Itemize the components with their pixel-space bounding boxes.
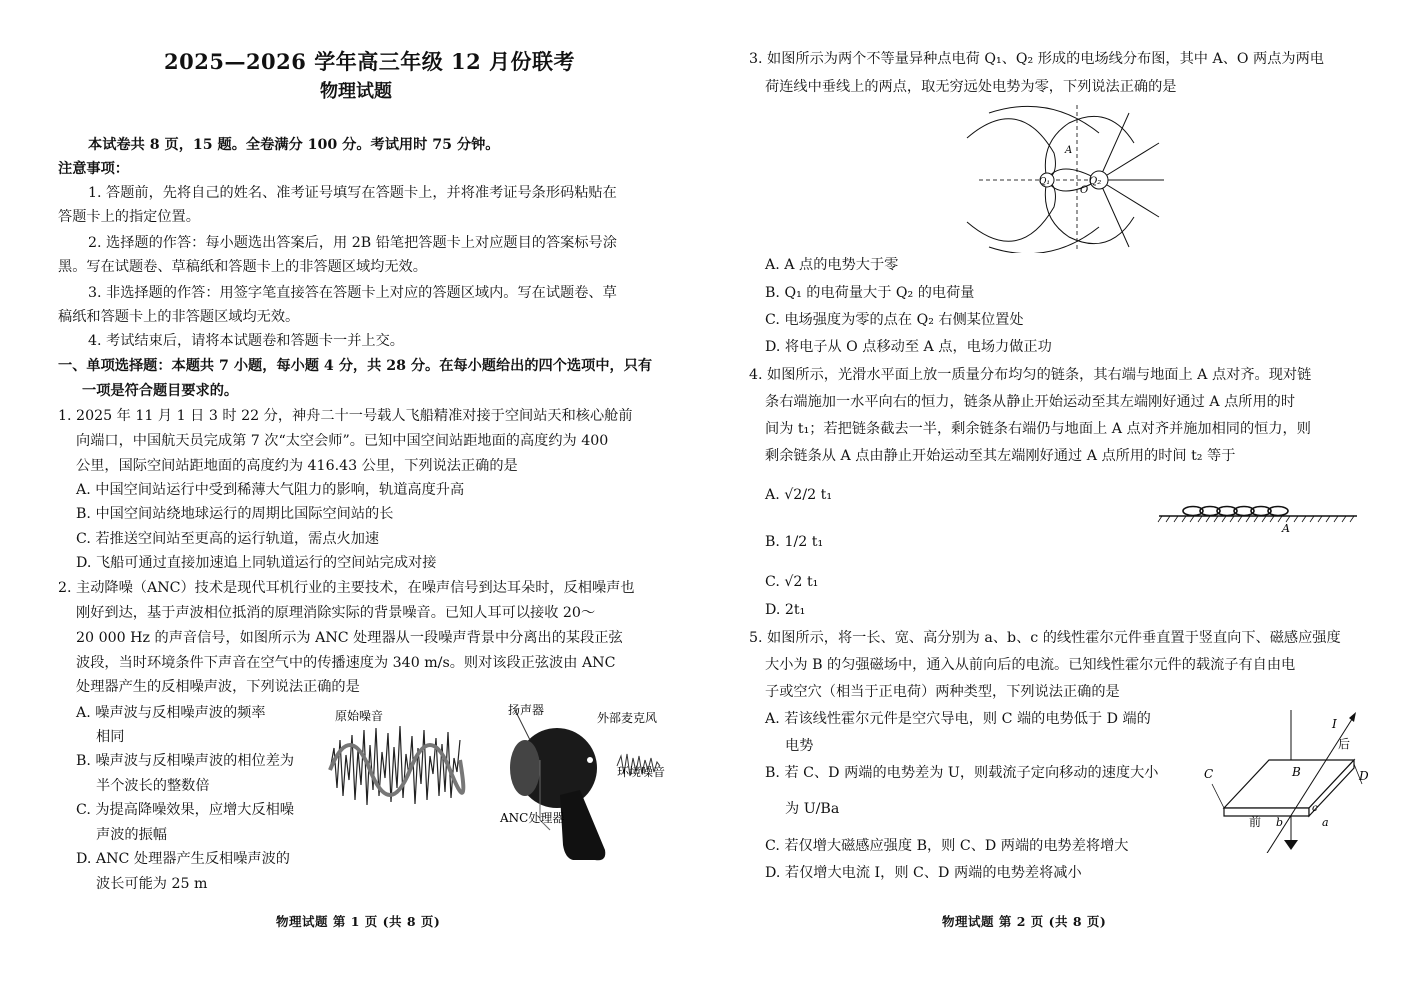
q2-label: Q₂ [1089,176,1102,187]
mic-label: 外部麦克风 [597,711,658,725]
q3-option-b: B. Q₁ 的电荷量大于 Q₂ 的电荷量 [765,285,975,301]
c-end-label: C [1204,767,1214,781]
q2-option-a: A. 噪声波与反相噪声波的频率 [76,705,266,721]
q3-option-d: D. 将电子从 O 点移动至 A 点，电场力做正功 [765,339,1052,355]
q4-stem: 4. 如图所示，光滑水平面上放一质量分布均匀的链条，其右端与地面上 A 点对齐。现对链 [749,367,1312,383]
point-a-label: A [1065,145,1073,156]
note-line: 3. 非选择题的作答：用签字笔直接答在答题卡上对应的答题区域内。写在试题卷、草 [88,285,617,301]
q5-option-b-cont: 为 U/Ba [785,801,840,817]
point-o-label: O [1080,185,1089,196]
exam-subtitle: 物理试题 [320,81,392,102]
a-dim-label: a [1322,816,1329,829]
note-line: 黑。写在试题卷、草稿纸和答题卡上的非答题区域均无效。 [58,259,427,275]
point-a-label: A [1282,522,1290,535]
q1-option-d: D. 飞船可通过直接加速追上同轨道运行的空间站完成对接 [76,555,437,571]
q2-stem: 处理器产生的反相噪声波，下列说法正确的是 [76,679,360,695]
note-line: 4. 考试结束后，请将本试题卷和答题卡一并上交。 [88,333,404,349]
env-label: 环境噪音 [617,765,666,779]
page-footer: 物理试题 第 2 页 (共 8 页) [942,914,1107,929]
back-label: 后 [1338,737,1351,751]
chain-links [1183,507,1288,516]
q1-stem: 公里，国际空间站距地面的高度约为 416.43 公里，下列说法正确的是 [76,458,518,474]
q4-stem: 剩余链条从 A 点由静止开始运动至其左端刚好通过 A 点所用的时间 t₂ 等于 [765,448,1236,464]
earbud-tip [510,740,540,796]
q5-option-d: D. 若仅增大电流 I，则 C、D 两端的电势差将减小 [765,865,1082,881]
q2-stem: 20 000 Hz 的声音信号，如图所示为 ANC 处理器从一段噪声背景中分离出的某段正弦 [76,630,623,646]
exam-title: 2025—2026 学年高三年级 12 月份联考 [164,49,576,74]
b-field-label: B [1292,765,1301,779]
q4-stem: 间为 t₁；若把链条截去一半，剩余链条右端仍与地面上 A 点对齐并施加相同的恒力，则 [765,421,1311,437]
q4-option-a: A. √2/2 t₁ [765,487,833,503]
q3-stem: 荷连线中垂线上的两点，取无穷远处电势为零，下列说法正确的是 [765,79,1177,95]
b-dim-label: b [1276,816,1284,829]
page-footer: 物理试题 第 1 页 (共 8 页) [276,914,441,929]
q2-stem: 刚好到达，基于声波相位抵消的原理消除实际的背景噪音。已知人耳可以接收 20～ [76,605,596,621]
noise-label: 原始噪音 [335,709,384,723]
q4-option-d: D. 2t₁ [765,602,806,618]
q1-option-a: A. 中国空间站运行中受到稀薄大气阻力的影响，轨道高度升高 [76,482,465,498]
q5-option-c: C. 若仅增大磁感应强度 B，则 C、D 两端的电势差将增大 [765,838,1129,854]
note-line: 2. 选择题的作答：每小题选出答案后，用 2B 铅笔把答题卡上对应题目的答案标号涂 [88,235,617,251]
current-label: I [1332,717,1337,731]
q1-option-b: B. 中国空间站绕地球运行的周期比国际空间站的长 [76,506,394,522]
q4-option-c: C. √2 t₁ [765,574,819,590]
speaker-label: 扬声器 [508,703,545,717]
section-heading: 一、单项选择题：本题共 7 小题，每小题 4 分，共 28 分。在每小题给出的四个选项中，只有 [58,358,653,374]
mic-dot [587,757,593,763]
hall-element-figure [1204,708,1374,853]
q5-option-b: B. 若 C、D 两端的电势差为 U，则载流子定向移动的速度大小 [765,765,1159,781]
c-dim-label: c [1312,803,1318,814]
section-heading: 一项是符合题目要求的。 [82,383,239,399]
q3-option-c: C. 电场强度为零的点在 Q₂ 右侧某位置处 [765,312,1024,328]
q5-option-a-cont: 电势 [785,738,814,754]
q2-option-b-cont: 半个波长的整数倍 [96,778,210,794]
page-2 [709,0,1418,983]
earbud-stem [560,790,605,860]
field-lines-figure [959,103,1169,253]
d-end-label: D [1359,769,1369,783]
note-line: 答题卡上的指定位置。 [58,209,200,225]
q2-option-d-cont: 波长可能为 25 m [96,876,208,892]
q3-option-a: A. A 点的电势大于零 [765,257,899,273]
q1-option-c: C. 若推送空间站至更高的运行轨道，需点火加速 [76,531,380,547]
q4-option-b: B. 1/2 t₁ [765,534,824,550]
q2-stem: 波段，当时环境条件下声音在空气中的传播速度为 340 m/s。则对该段正弦波由 ANC [76,655,616,671]
q1-stem: 向端口，中国航天员完成第 7 次“太空会师”。已知中国空间站距地面的高度约为 400 [76,433,609,449]
exam-intro: 本试卷共 8 页，15 题。全卷满分 100 分。考试用时 75 分钟。 [88,137,500,153]
anc-label: ANC处理器 [500,811,565,825]
q3-stem: 3. 如图所示为两个不等量异种点电荷 Q₁、Q₂ 形成的电场线分布图，其中 A、O 两点为两电 [749,51,1324,67]
q2-option-c-cont: 声波的振幅 [96,827,167,843]
anc-figure [325,700,685,865]
chain-figure [1157,498,1362,538]
q5-stem: 子或空穴（相当于正电荷）两种类型，下列说法正确的是 [765,684,1120,700]
note-line: 稿纸和答题卡上的非答题区域均无效。 [58,309,300,325]
q5-option-a: A. 若该线性霍尔元件是空穴导电，则 C 端的电势低于 D 端的 [765,711,1151,727]
notes-heading: 注意事项： [58,161,129,177]
note-line: 1. 答题前，先将自己的姓名、准考证号填写在答题卡上，并将准考证号条形码粘贴在 [88,185,617,201]
q2-option-c: C. 为提高降噪效果，应增大反相噪 [76,802,294,818]
q2-option-d: D. ANC 处理器产生反相噪声波的 [76,851,290,867]
q2-option-a-cont: 相同 [96,729,125,745]
q5-stem: 大小为 B 的匀强磁场中，通入从前向后的电流。已知线性霍尔元件的载流子有自由电 [765,657,1296,673]
q1-stem: 1. 2025 年 11 月 1 日 3 时 22 分，神舟二十一号载人飞船精准对接于空间站天和核心舱前 [58,408,633,424]
front-label: 前 [1249,815,1262,829]
q4-stem: 条右端施加一水平向右的恒力，链条从静止开始运动至其左端刚好通过 A 点所用的时 [765,394,1296,410]
q5-stem: 5. 如图所示，将一长、宽、高分别为 a、b、c 的线性霍尔元件垂直置于竖直向下、磁感应强度 [749,630,1341,646]
q1-label: Q₁ [1039,177,1050,187]
q2-option-b: B. 噪声波与反相噪声波的相位差为 [76,753,295,769]
q2-stem: 2. 主动降噪（ANC）技术是现代耳机行业的主要技术，在噪声信号到达耳朵时，反相噪声也 [58,580,635,596]
